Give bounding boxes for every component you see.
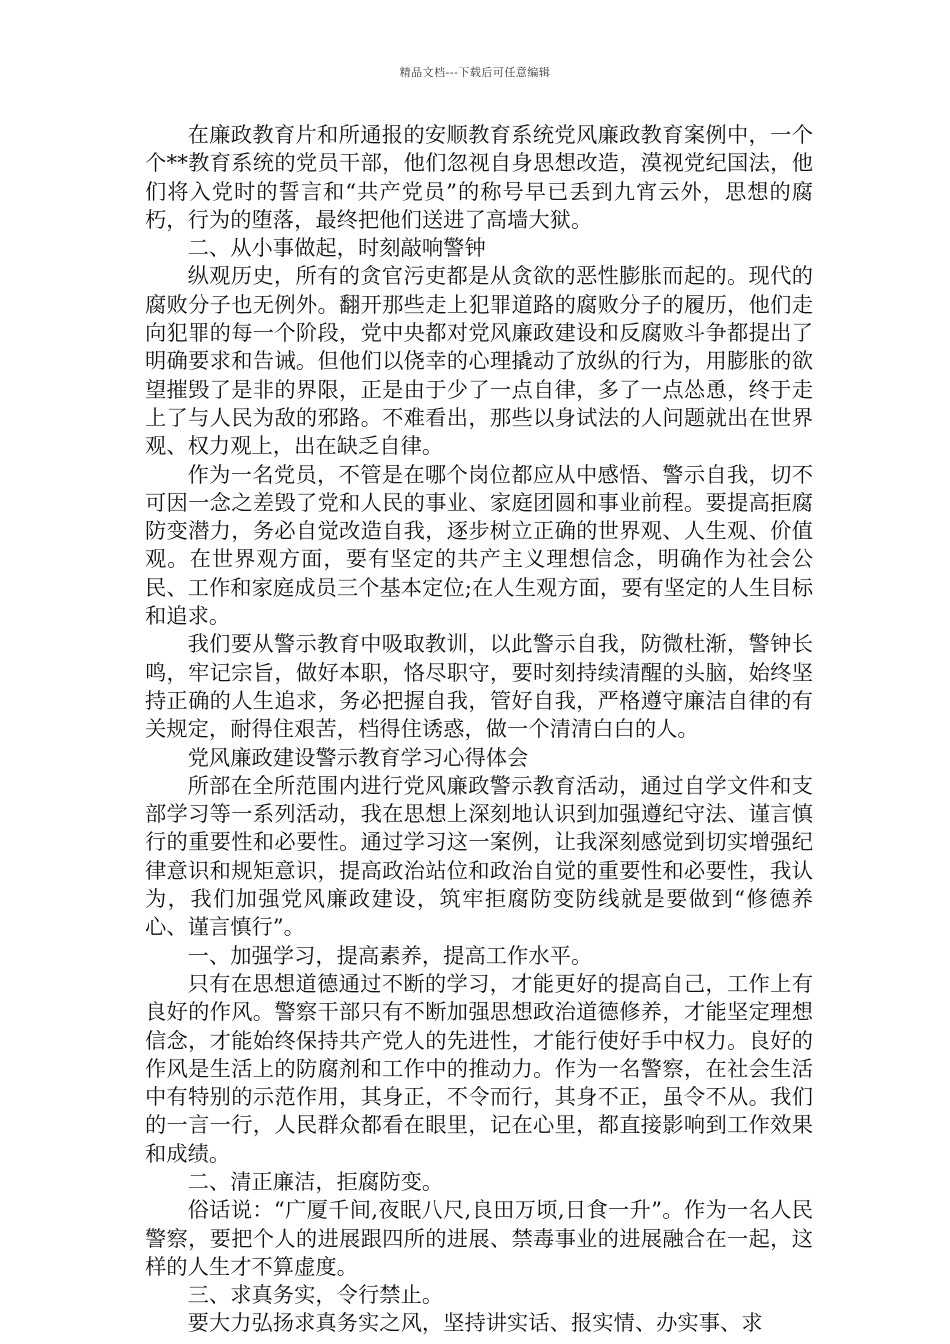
paragraph-activity: 所部在全所范围内进行党风廉政警示教育活动，通过自学文件和支部学习等一系列活动，我在思想上深刻地认识到加强遵纪守法、谨言慎行的重要性和必要性。通过学习这一案例，让我深刻感觉到切实增强纪律意识和规矩意识，提高政治站位和政治自觉的重要性和必要性，我认为，我们加强党风廉政建设，筑牢拒腐防变防线就是要做到“修德养心、谨言慎行”。 [145,773,813,941]
paragraph-history: 纵观历史，所有的贪官污吏都是从贪欲的恶性膨胀而起的。现代的腐败分子也无例外。翻开那些走上犯罪道路的腐败分子的履历，他们走向犯罪的每一个阶段，党中央都对党风廉政建设和反腐败斗争都提出了明确要求和告诫。但他们以侥幸的心理撬动了放纵的行为，用膨胀的欲望摧毁了是非的界限，正是由于少了一点自律，多了一点怂恿，终于走上了与人民为敌的邪路。不难看出，那些以身试法的人问题就出在世界观、权力观上，出在缺乏自律。 [145,264,813,460]
page-header: 精品文档---下载后可任意编辑 [399,66,551,79]
section-heading-pragmatic: 三、求真务实，令行禁止。 [187,1283,444,1309]
paragraph-pragmatic: 要大力弘扬求真务实之风，坚持讲实话、报实情、办实事、求 [187,1311,763,1337]
document-body [145,122,813,1339]
paragraph-proverb: 俗话说：“广厦千间,夜眠八尺,良田万顷,日食一升”。作为一名人民警察，要把个人的进展跟四所的进展、禁毒事业的进展融合在一起，这样的人生才不算虚度。 [145,1198,813,1280]
paragraph-party-member: 作为一名党员，不管是在哪个岗位都应从中感悟、警示自我，切不可因一念之差毁了党和人民的事业、家庭团圆和事业前程。要提高拒腐防变潜力，务必自觉改造自我，逐步树立正确的世界观、人生观、价值观。在世界观方面，要有坚定的共产主义理想信念，明确作为社会公民、工作和家庭成员三个基本定位;在人生观方面，要有坚定的人生目标和追求。 [145,462,813,630]
section-heading-small-things: 二、从小事做起，时刻敲响警钟 [187,236,486,262]
section-heading-integrity: 二、清正廉洁，拒腐防变。 [187,1169,444,1195]
paragraph-lessons: 我们要从警示教育中吸取教训，以此警示自我，防微杜渐，警钟长鸣，牢记宗旨，做好本职，恪尽职守，要时刻持续清醒的头脑，始终坚持正确的人生追求，务必把握自我，管好自我，严格遵守廉洁自律的有关规定，耐得住艰苦，档得住诱惑，做一个清清白白的人。 [145,632,813,743]
paragraph-case-reflection: 在廉政教育片和所通报的安顺教育系统党风廉政教育案例中，一个个**教育系统的党员干部，他们忽视自身思想改造，漠视党纪国法，他们将入党时的誓言和“共产党员”的称号早已丢到九宵云外，思想的腐朽，行为的堕落，最终把他们送进了高墙大狱。 [145,123,813,233]
section-heading-study: 一、加强学习，提高素养，提高工作水平。 [187,943,593,969]
document-title: 党风廉政建设警示教育学习心得体会 [187,745,529,771]
paragraph-study: 只有在思想道德通过不断的学习，才能更好的提高自己，工作上有良好的作风。警察干部只有不断加强思想政治道德修养，才能坚定理想信念，才能始终保持共产党人的先进性，才能行使好手中权力。良好的作风是生活上的防腐剂和工作中的推动力。作为一名警察，在社会生活中有特别的示范作用，其身正，不令而行，其身不正，虽令不从。我们的一言一行，人民群众都看在眼里，记在心里，都直接影响到工作效果和成绩。 [145,971,813,1167]
